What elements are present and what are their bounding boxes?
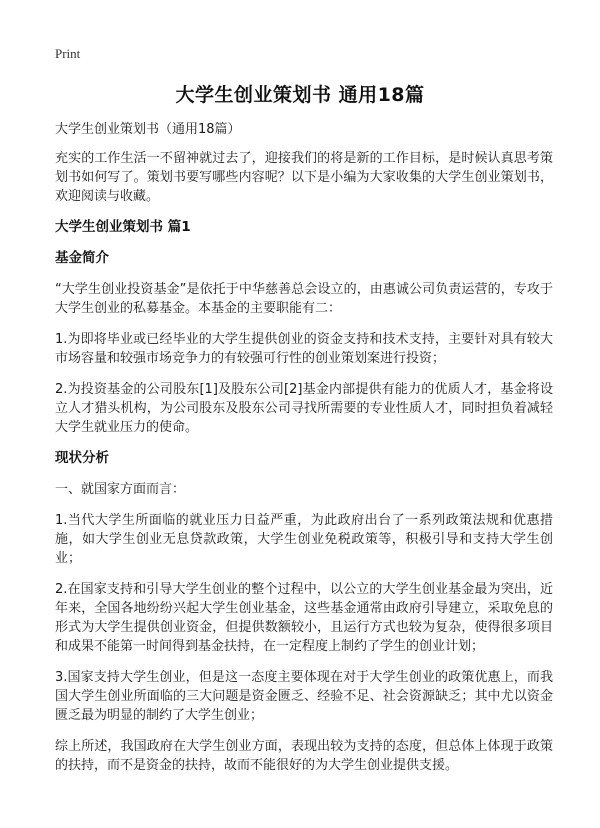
fund-intro-heading: 基金简介	[55, 250, 109, 266]
paragraph: 2.为投资基金的公司股东[1]及股东公司[2]基金内部提供有能力的优质人才，基金将设立人才猎头机构，为公司股东及股东公司寻找所需要的专业性质人才，同时担负着减轻大学生就业压力的使命。	[55, 382, 553, 435]
section-heading: 大学生创业策划书 篇1	[55, 219, 191, 235]
paragraph: 3.国家支持大学生创业，但是这一态度主要体现在对于大学生创业的政策优惠上，而我国大学生创业所面临的三大问题是资金匮乏、经验不足、社会资源缺乏；其中尤以资金匮乏最为明显的制约了大学生创业；	[55, 670, 553, 723]
paragraph: 1.当代大学生所面临的就业压力日益严重，为此政府出台了一系列政策法规和优惠措施，如大学生创业无息贷款政策，大学生创业免税政策等，积极引导和支持大学生创业；	[55, 513, 553, 566]
page-title: 大学生创业策划书 通用18篇	[175, 84, 425, 106]
status-analysis-heading: 现状分析	[55, 450, 109, 466]
paragraph: 综上所述，我国政府在大学生创业方面，表现出较为支持的态度，但总体上体现于政策的扶持，而不是资金的扶持，故而不能很好的为大学生创业提供支援。	[55, 739, 553, 773]
intro-paragraph: 充实的工作生活一不留神就过去了，迎接我们的将是新的工作目标，是时候认真思考策划书如何写了。策划书要写哪些内容呢？以下是小编为大家收集的大学生创业策划书，欢迎阅读与收藏。	[55, 151, 553, 204]
paragraph: 一、就国家方面而言：	[55, 482, 186, 497]
document-body	[55, 120, 553, 787]
paragraph: 1.为即将毕业或已经毕业的大学生提供创业的资金支持和技术支持，主要针对具有较大市场容量和较强市场竞争力的有较强可行性的创业策划案进行投资；	[55, 332, 553, 366]
document-subtitle: 大学生创业策划书（通用18篇）	[55, 122, 241, 137]
paragraph: 2.在国家支持和引导大学生创业的整个过程中，以公立的大学生创业基金最为突出，近年来，全国各地纷纷兴起大学生创业基金，这些基金通常由政府引导建立，采取免息的形式为大学生提供创业资金，但提供数额较小，且运行方式也较为复杂，使得很多项目和成果不能第一时间得到基金扶持，在一定程度上制约了学生的创业计划；	[55, 582, 553, 654]
print-link[interactable]: Print	[55, 46, 81, 61]
paragraph: “大学生创业投资基金”是依托于中华慈善总会设立的，由惠诚公司负责运营的，专攻于大学生创业的私募基金。本基金的主要职能有二：	[55, 282, 553, 316]
